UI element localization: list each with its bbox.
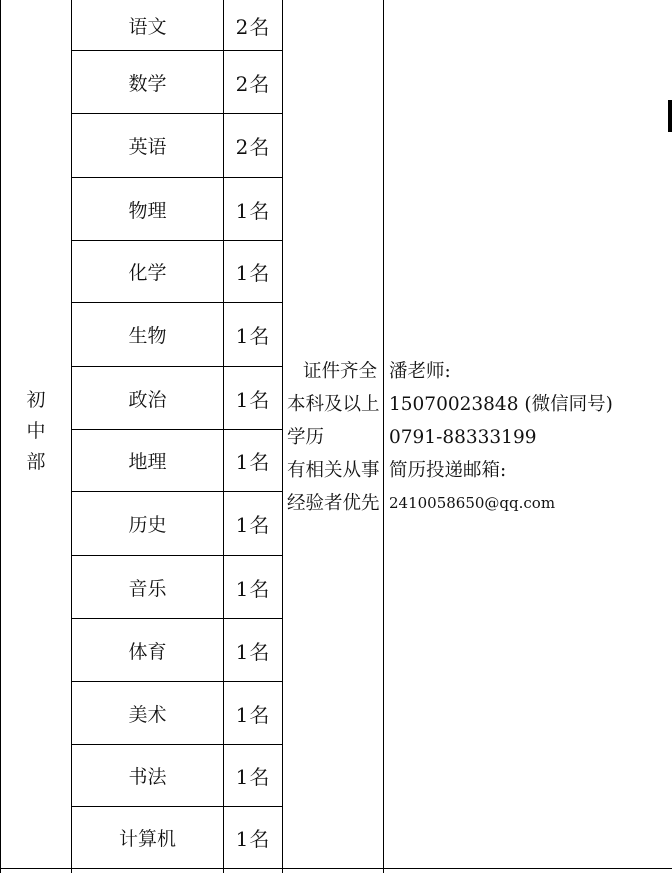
resume-email-label: 简历投递邮箱: <box>389 460 507 481</box>
count-cell: 1名 <box>235 765 271 789</box>
subject-cell: 政治 <box>128 388 167 411</box>
count-cell: 1名 <box>235 198 271 223</box>
contact-cell <box>389 355 659 520</box>
count-cell: 1名 <box>235 513 271 537</box>
requirement-line: 经验者优先 <box>287 493 380 514</box>
subject-cell: 美术 <box>128 703 167 726</box>
count-cell: 2名 <box>235 135 271 159</box>
table-border-bottom <box>0 868 672 869</box>
requirements-cell <box>287 355 382 520</box>
subject-cell: 英语 <box>128 136 167 158</box>
subject-cell: 计算机 <box>118 828 176 850</box>
subject-cell: 物理 <box>128 199 167 222</box>
table-divider <box>383 0 384 873</box>
contact-phone: 15070023848 (微信同号) <box>389 394 613 415</box>
resume-email[interactable]: 2410058650@qq.com <box>389 494 556 512</box>
count-cell: 2名 <box>235 14 271 39</box>
subject-cell: 生物 <box>128 325 167 347</box>
requirement-line: 本科及以上 <box>287 394 380 415</box>
count-cell: 2名 <box>235 71 271 96</box>
table-divider <box>282 0 283 873</box>
subject-cell: 历史 <box>128 514 167 536</box>
page-edge-mark <box>668 100 672 132</box>
count-cell: 1名 <box>235 702 271 727</box>
subject-cell: 数学 <box>128 72 167 95</box>
requirement-line: 有相关从事 <box>287 460 380 481</box>
subject-cell: 体育 <box>128 640 167 663</box>
count-cell: 1名 <box>235 324 271 348</box>
requirement-line: 证件齐全 <box>303 361 378 382</box>
subject-cell: 语文 <box>128 15 167 38</box>
contact-tel: 0791-88333199 <box>389 427 537 448</box>
count-cell: 1名 <box>235 387 271 412</box>
department-label: 初 中 部 <box>26 389 46 473</box>
count-cell: 1名 <box>235 639 271 664</box>
count-cell: 1名 <box>235 450 271 474</box>
subject-cell: 音乐 <box>128 577 167 600</box>
contact-name: 潘老师: <box>389 361 451 382</box>
subject-cell: 化学 <box>128 262 167 284</box>
table-border-left <box>0 0 1 873</box>
count-cell: 1名 <box>235 576 271 601</box>
subject-cell: 书法 <box>128 766 167 788</box>
count-cell: 1名 <box>235 827 271 851</box>
requirement-line: 学历 <box>287 427 325 448</box>
subject-cell: 地理 <box>128 451 167 473</box>
count-cell: 1名 <box>235 261 271 285</box>
